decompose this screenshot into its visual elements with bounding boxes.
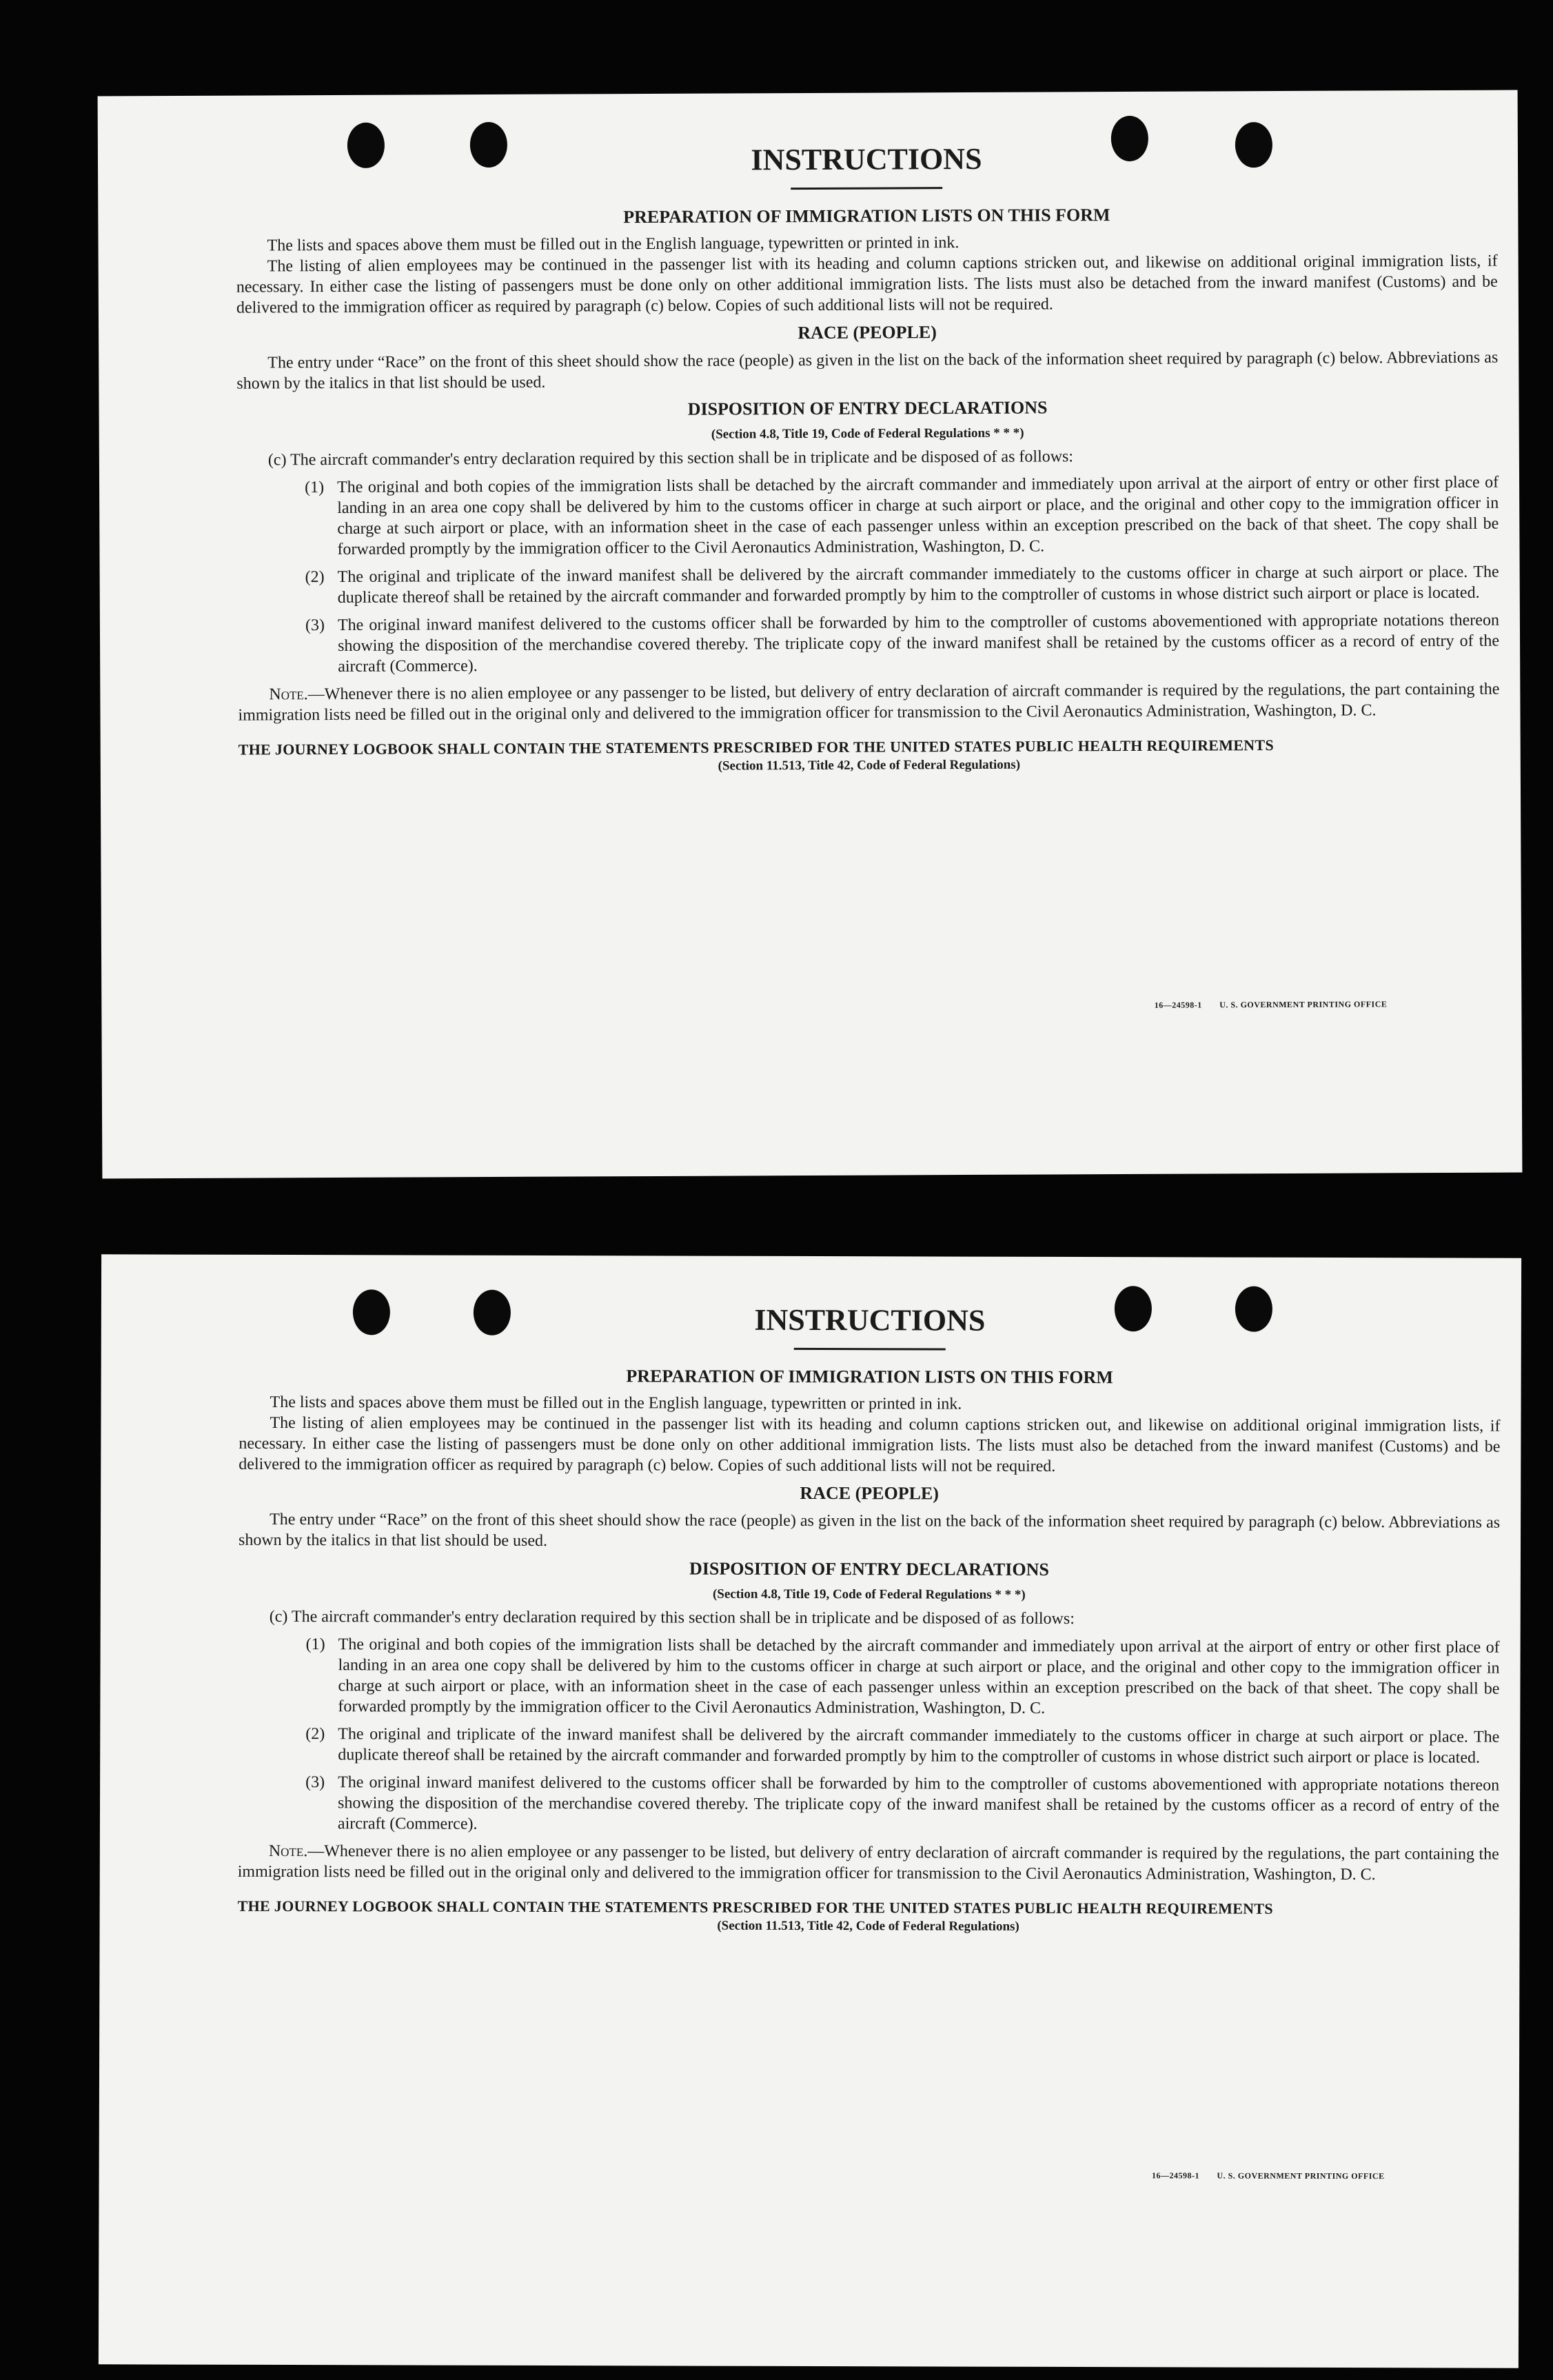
disposition-heading: DISPOSITION OF ENTRY DECLARATIONS: [689, 1558, 1049, 1580]
instructions-title: INSTRUCTIONS: [751, 141, 982, 177]
item-text: The original and both copies of the immigration lists shall be detached by the aircraft commander and immediately upon arrival at the airport of entry or other first place of landing in an area one copy shall be delivered by him to the customs officer in charge at such airport or place, and the original and other copy to the immigration officer in charge at such airport or place, with an information sheet in the case of each passenger unless within an exception prescribed on the back of that sheet. The copy shall be forwarded promptly by the immigration officer to the Civil Aeronautics Administration, Washington, D. C.: [337, 473, 1499, 558]
item-number: (1): [305, 478, 325, 496]
item-text: The original and both copies of the immigration lists shall be detached by the aircraft commander and immediately upon arrival at the airport of entry or other first place of landing in an area one copy shall be delivered by him to the customs officer in charge at such airport or place, and the original and other copy to the immigration officer in charge at such airport or place, with an information sheet in the case of each passenger unless within an exception prescribed on the back of that sheet. The copy shall be forwarded promptly by the immigration officer to the Civil Aeronautics Administration, Washington, D. C.: [338, 1635, 1500, 1717]
journey-logbook-statement: THE JOURNEY LOGBOOK SHALL CONTAIN THE STATEMENTS PRESCRIBED FOR THE UNITED STATES PUBLIC HEALTH REQUIREMENTS: [238, 736, 1275, 758]
journey-logbook-statement: THE JOURNEY LOGBOOK SHALL CONTAIN THE STATEMENTS PRESCRIBED FOR THE UNITED STATES PUBLIC HEALTH REQUIREMENTS: [237, 1897, 1273, 1917]
journey-citation: (Section 11.513, Title 42, Code of Federal Regulations): [718, 757, 1021, 774]
preparation-paragraph-2: The listing of alien employees may be continued in the passenger list with its heading and column captions stricken out, and likewise on additional original immigration lists, if necessary. In either case the listing of passengers must be done only on other additional immigration lists. The lists must also be detached from the inward manifest (Customs) and be delivered to the immigration officer as required by paragraph (c) below. Copies of such additional lists will not be required.: [236, 252, 1498, 318]
printer-name: U. S. GOVERNMENT PRINTING OFFICE: [1217, 2170, 1385, 2181]
preparation-paragraph-2: The listing of alien employees may be continued in the passenger list with its heading and column captions stricken out, and likewise on additional original immigration lists, if necessary. In either case the listing of passengers must be done only on other additional immigration lists. The lists must also be detached from the inward manifest (Customs) and be delivered to the immigration officer as required by paragraph (c) below. Copies of such additional lists will not be required.: [238, 1414, 1501, 1476]
disposition-item-1: [305, 472, 1499, 559]
item-text: The original inward manifest delivered to the customs officer shall be forwarded by him to the comptroller of customs abovementioned with appropriate notations thereon showing the disposition of the merchandise covered thereby. The triplicate copy of the inward manifest shall be retained by the customs officer as a record of entry of the aircraft (Commerce).: [337, 1773, 1500, 1833]
preparation-paragraph-1: The lists and spaces above them must be filled out in the English language, typewritten or printed in ink.: [270, 1393, 962, 1413]
form-number: 16—24598-1: [1151, 2170, 1199, 2181]
disposition-item-3: [305, 609, 1500, 676]
disposition-item-3: [305, 1772, 1500, 1837]
preparation-paragraph-1: The lists and spaces above them must be filled out in the English language, typewritten or printed in ink.: [267, 234, 960, 255]
instruction-sheet-top: [98, 90, 1523, 1179]
item-text: The original inward manifest delivered to the customs officer shall be forwarded by him to the comptroller of customs abovementioned with appropriate notations thereon showing the disposition of the merchandise covered thereby. The triplicate copy of the inward manifest shall be retained by the customs officer as a record of entry of the aircraft (Commerce).: [337, 611, 1500, 676]
item-number: (3): [305, 1773, 325, 1791]
note-paragraph: [238, 678, 1499, 725]
item-text: The original and triplicate of the inward manifest shall be delivered by the aircraft commander immediately to the customs officer in charge at such airport or place. The duplicate thereof shall be retained by the aircraft commander and forwarded promptly by him to the comptroller of customs in whose district such airport or place is located.: [337, 563, 1499, 607]
race-heading: RACE (PEOPLE): [800, 1483, 939, 1504]
race-paragraph: The entry under “Race” on the front of this sheet should show the race (people) as given in the list on the back of the information sheet required by paragraph (c) below. Abbreviations as shown by the italics in that list should be used.: [238, 1511, 1501, 1551]
disposition-item-1: [305, 1634, 1500, 1720]
note-label: Note.: [268, 1842, 308, 1860]
disposition-citation: (Section 4.8, Title 19, Code of Federal Regulations * * *): [712, 1586, 1026, 1602]
title-rule: [791, 187, 942, 190]
printer-name: U. S. GOVERNMENT PRINTING OFFICE: [1219, 999, 1388, 1010]
item-number: (1): [305, 1635, 325, 1653]
disposition-citation: (Section 4.8, Title 19, Code of Federal Regulations * * *): [711, 425, 1024, 442]
disposition-item-2: [305, 561, 1499, 607]
note-paragraph: [238, 1840, 1499, 1885]
item-number: (2): [305, 567, 325, 586]
preparation-heading: PREPARATION OF IMMIGRATION LISTS ON THIS FORM: [623, 204, 1110, 227]
disposition-paragraph-c: (c) The aircraft commander's entry declaration required by this section shall be in triplicate and be disposed of as follows:: [267, 447, 1074, 470]
instructions-text: [236, 140, 1500, 781]
instructions-text: [238, 1302, 1501, 1941]
printer-imprint: [1137, 2170, 1385, 2181]
item-number: (2): [305, 1724, 325, 1743]
preparation-heading: PREPARATION OF IMMIGRATION LISTS ON THIS FORM: [626, 1365, 1113, 1387]
item-number: (3): [305, 616, 325, 634]
disposition-heading: DISPOSITION OF ENTRY DECLARATIONS: [687, 397, 1048, 419]
printer-imprint: [1139, 999, 1388, 1011]
note-text: —Whenever there is no alien employee or any passenger to be listed, but delivery of entry declaration of aircraft commander is required by the regulations, the part containing the immigration lists need be filled out in the original only and delivered to the immigration officer for transmission to the Civil Aeronautics Administration, Washington, D. C.: [238, 680, 1500, 725]
note-text: —Whenever there is no alien employee or any passenger to be listed, but delivery of entry declaration of aircraft commander is required by the regulations, the part containing the immigration lists need be filled out in the original only and delivered to the immigration officer for transmission to the Civil Aeronautics Administration, Washington, D. C.: [237, 1842, 1499, 1884]
note-label: Note.: [269, 685, 308, 704]
journey-citation: (Section 11.513, Title 42, Code of Federal Regulations): [717, 1918, 1019, 1934]
form-number: 16—24598-1: [1154, 1000, 1202, 1010]
disposition-paragraph-c: (c) The aircraft commander's entry declaration required by this section shall be in triplicate and be disposed of as follows:: [269, 1607, 1075, 1628]
race-heading: RACE (PEOPLE): [798, 322, 937, 343]
instructions-title: INSTRUCTIONS: [754, 1302, 986, 1338]
instruction-sheet-bottom: [99, 1254, 1521, 2368]
race-paragraph: The entry under “Race” on the front of this sheet should show the race (people) as given in the list on the back of the information sheet required by paragraph (c) below. Abbreviations as shown by the italics in that list should be used.: [236, 348, 1499, 393]
disposition-item-2: [305, 1724, 1500, 1768]
item-text: The original and triplicate of the inward manifest shall be delivered by the aircraft commander immediately to the customs officer in charge at such airport or place. The duplicate thereof shall be retained by the aircraft commander and forwarded promptly by him to the comptroller of customs in whose district such airport or place is located.: [338, 1724, 1500, 1767]
title-rule: [794, 1348, 946, 1351]
